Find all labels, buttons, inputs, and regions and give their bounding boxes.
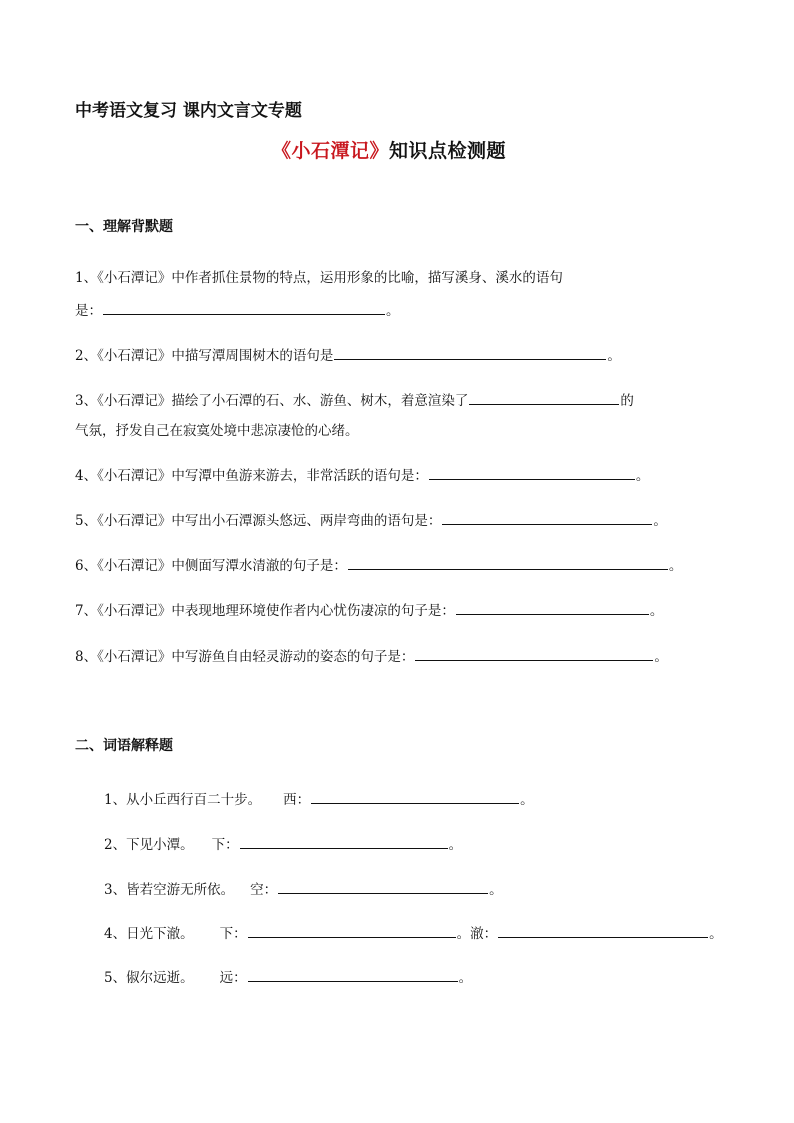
answer-blank-vocab-4a[interactable] [248, 923, 456, 938]
answer-blank-1[interactable] [103, 300, 385, 315]
answer-blank-vocab-1[interactable] [311, 789, 519, 804]
title-book-name: 《小石潭记》 [272, 140, 390, 162]
question-3-text: 3、《小石潭记》描绘了小石潭的石、水、游鱼、树木，着意渲染了 [75, 393, 469, 409]
vocab-word: 西： [283, 792, 311, 808]
vocab-word-2: 澈： [470, 926, 498, 942]
question-8 [75, 646, 668, 667]
period: 。 [649, 603, 664, 619]
period: 。 [448, 837, 463, 853]
vocab-item-1 [104, 789, 534, 810]
vocab-word: 远： [219, 970, 247, 986]
question-3-line2: 气氛，抒发自己在寂寞处境中悲凉凄怆的心绪。 [75, 423, 359, 439]
question-3-suffix: 的 [620, 393, 634, 409]
vocab-item-5 [104, 967, 472, 988]
answer-blank-vocab-2[interactable] [240, 834, 448, 849]
section1-heading: 一、理解背默题 [75, 219, 173, 235]
page-title [272, 136, 506, 163]
period: 。 [668, 558, 683, 574]
vocab-word: 空： [250, 882, 278, 898]
vocab-item-3 [104, 879, 503, 900]
answer-blank-vocab-4b[interactable] [498, 923, 708, 938]
period: 。 [607, 348, 621, 364]
vocab-word: 下： [211, 837, 239, 853]
period: 。 [456, 926, 471, 942]
vocab-sentence: 2、下见小潭。 [104, 837, 194, 853]
vocab-item-2 [104, 834, 462, 855]
header-subject: 中考语文复习 课内文言文专题 [75, 101, 302, 121]
question-6 [75, 555, 682, 576]
period: 。 [635, 468, 650, 484]
period: 。 [653, 513, 667, 529]
period: 。 [709, 926, 723, 942]
period: 。 [520, 792, 534, 808]
answer-blank-vocab-3[interactable] [278, 879, 488, 894]
question-5 [75, 510, 667, 531]
question-7 [75, 600, 663, 621]
period: 。 [386, 303, 400, 319]
period: 。 [489, 882, 503, 898]
answer-blank-8[interactable] [415, 646, 653, 661]
question-2 [75, 345, 621, 366]
answer-blank-7[interactable] [456, 600, 649, 615]
answer-blank-6[interactable] [348, 555, 668, 570]
question-8-text: 8、《小石潭记》中写游鱼自由轻灵游动的姿态的句子是： [75, 649, 415, 665]
title-rest: 知识点检测题 [389, 140, 507, 162]
question-1-line2 [75, 300, 400, 321]
answer-blank-4[interactable] [429, 465, 635, 480]
question-2-text: 2、《小石潭记》中描写潭周围树木的语句是 [75, 348, 334, 364]
answer-blank-3[interactable] [469, 390, 619, 405]
answer-blank-vocab-5[interactable] [248, 967, 458, 982]
vocab-sentence: 4、日光下澈。 [104, 926, 194, 942]
answer-blank-2[interactable] [334, 345, 606, 360]
period: 。 [654, 649, 668, 665]
vocab-sentence: 1、从小丘西行百二十步。 [104, 792, 262, 808]
period: 。 [458, 970, 473, 986]
question-3-line1 [75, 390, 634, 411]
question-6-text: 6、《小石潭记》中侧面写潭水清澈的句子是： [75, 558, 347, 574]
question-1-prefix: 是： [75, 303, 102, 319]
question-7-text: 7、《小石潭记》中表现地理环境使作者内心忧伤凄凉的句子是： [75, 603, 455, 619]
question-5-text: 5、《小石潭记》中写出小石潭源头悠远、两岸弯曲的语句是： [75, 513, 442, 529]
vocab-item-4 [104, 923, 723, 944]
vocab-word: 下： [219, 926, 247, 942]
vocab-sentence: 3、皆若空游无所依。 [104, 882, 235, 898]
section2-heading: 二、词语解释题 [75, 738, 173, 754]
question-1-line1: 1、《小石潭记》中作者抓住景物的特点，运用形象的比喻，描写溪身、溪水的语句 [75, 270, 563, 286]
question-4-text: 4、《小石潭记》中写潭中鱼游来游去，非常活跃的语句是： [75, 468, 428, 484]
answer-blank-5[interactable] [442, 510, 652, 525]
question-4 [75, 465, 649, 486]
vocab-sentence: 5、俶尔远逝。 [104, 970, 194, 986]
